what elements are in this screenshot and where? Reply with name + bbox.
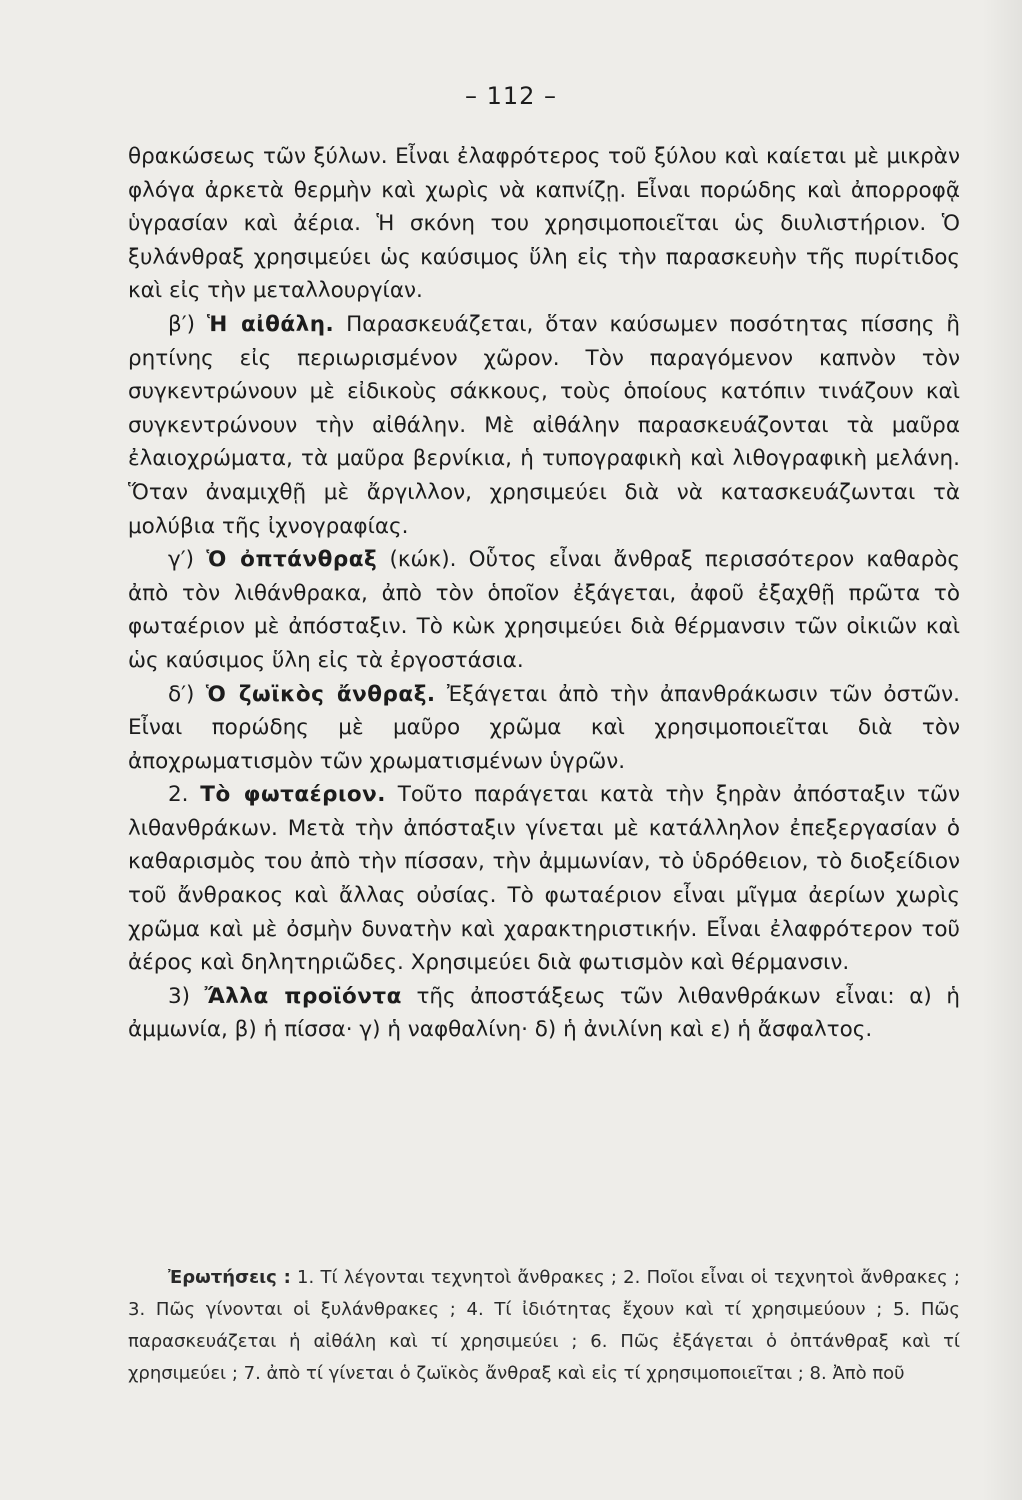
page-number: – 112 –: [464, 82, 558, 110]
questions-paragraph: [128, 1262, 960, 1390]
section-heading-coke: Ὁ ὀπτάνθραξ: [206, 547, 378, 573]
paragraph-charcoal-continued: θρακώσεως τῶν ξύλων. Εἶναι ἐλαφρότερος τοῦ ξύλου καὶ καίεται μὲ μικρὰν φλόγα ἀρκετὰ θερμὴν καὶ χωρὶς νὰ καπνίζῃ. Εἶναι πορώδης καὶ ἀπορροφᾷ ὑγρασίαν καὶ ἀέρια. Ἡ σκόνη του χρησιμοποιεῖται ὡς διυλιστήριον. Ὁ ξυλάνθραξ χρησιμεύει ὡς καύσιμος ὕλη εἰς τὴν παρασκευὴν τῆς πυρίτιδος καὶ εἰς τὴν μεταλλουργίαν.: [128, 144, 960, 304]
section-heading-animal-charcoal: Ὁ ζωϊκὸς ἄνθραξ.: [205, 681, 436, 707]
questions-text: 1. Τί λέγονται τεχνητοὶ ἄνθρακες ; 2. Ποῖοι εἶναι οἱ τεχνητοὶ ἄνθρακες ; 3. Πῶς γίνονται οἱ ξυλάνθρακες ; 4. Τί ἰδιότητας ἔχουν καὶ τί χρησιμεύουν ; 5. Πῶς παρασκευάζεται ἡ αἰθάλη καὶ τί χρησιμεύει ; 6. Πῶς ἐξάγεται ὁ ὀπτάνθραξ καὶ τί χρησιμεύει ; 7. ἀπὸ τί γίνεται ὁ ζωϊκὸς ἄνθραξ καὶ εἰς τί χρησιμοποιεῖται ; 8. Ἀπὸ ποῦ: [128, 1267, 960, 1384]
paragraph-text: Παρασκευάζεται, ὅταν καύσωμεν ποσότητας πίσσης ἢ ρητίνης εἰς περιωρισμένον χῶρον. Τὸν παραγόμενον καπνὸν τὸν συγκεντρώνουν μὲ εἰδικοὺς σάκκους, τοὺς ὁποίους κατόπιν τινάζουν καὶ συγκεντρώνουν τὴν αἰθάλην. Μὲ αἰθάλην παρασκευάζονται τὰ μαῦρα ἐλαιοχρώματα, τὰ μαῦρα βερνίκια, ἡ τυπογραφικὴ καὶ λιθογραφικὴ μελάνη. Ὅταν ἀναμιχθῇ μὲ ἄργιλλον, χρησιμεύει διὰ νὰ κατασκευάζωνται τὰ μολύβια τῆς ἰχνογραφίας.: [128, 311, 960, 539]
item-label: γ′): [168, 547, 194, 573]
item-label: β′): [168, 311, 195, 337]
review-questions: [128, 1262, 960, 1390]
section-heading-other-products: Ἄλλα προϊόντα: [204, 983, 402, 1009]
page-edge-shadow: [982, 0, 1022, 1500]
paragraph-text: Τοῦτο παράγεται κατὰ τὴν ξηρὰν ἀπόσταξιν τῶν λιθανθράκων. Μετὰ τὴν ἀπόσταξιν γίνεται μὲ κατάλληλον ἐπεξεργασίαν ὁ καθαρισμὸς του ἀπὸ τὴν πίσσαν, τὴν ἀμμωνίαν, τὸ ὑδρόθειον, τὸ διοξείδιον τοῦ ἄνθρακος καὶ ἄλλας οὐσίας. Τὸ φωταέριον εἶναι μῖγμα ἀερίων χωρὶς χρῶμα καὶ μὲ ὀσμὴν δυνατὴν καὶ χαρακτηριστικήν. Εἶναι ἐλαφρότερον τοῦ ἀέρος καὶ δηλητηριῶδες. Χρησιμεύει διὰ φωτισμὸν καὶ θέρμανσιν.: [128, 782, 960, 976]
paragraph-soot: [128, 308, 960, 543]
paragraph-coke: [128, 543, 960, 677]
section-heading-soot: Ἡ αἰθάλη.: [206, 311, 335, 337]
item-label: 2.: [168, 782, 189, 808]
questions-label: Ἐρωτήσεις :: [168, 1267, 291, 1288]
item-label: δ′): [168, 681, 195, 707]
item-label: 3): [168, 983, 191, 1009]
paragraph-text: Ἐξάγεται ἀπὸ τὴν ἀπανθράκωσιν τῶν ὀστῶν. Εἶναι πορώδης μὲ μαῦρο χρῶμα καὶ χρησιμοποιεῖται διὰ τὸν ἀποχρωματισμὸν τῶν χρωματισμένων ὑγρῶν.: [128, 681, 960, 774]
paragraph-coal-gas: [128, 778, 960, 980]
paragraph-text: (κώκ). Οὗτος εἶναι ἄνθραξ περισσότερον καθαρὸς ἀπὸ τὸν λιθάνθρακα, ἀπὸ τὸν ὁποῖον ἐξάγεται, ἀφοῦ ἐξαχθῇ πρῶτα τὸ φωταέριον μὲ ἀπόσταξιν. Τὸ κὼκ χρησιμεύει διὰ θέρμανσιν τῶν οἰκιῶν καὶ ὡς καύσιμος ὕλη εἰς τὰ ἐργοστάσια.: [128, 547, 960, 673]
body-text: [128, 140, 960, 1047]
section-heading-coal-gas: Τὸ φωταέριον.: [200, 782, 386, 808]
paragraph-other-products: [128, 980, 960, 1047]
paragraph-text: τῆς ἀποστάξεως τῶν λιθανθράκων εἶναι: α) ἡ ἀμμωνία, β) ἡ πίσσα· γ) ἡ ναφθαλίνη· δ) ἡ ἀνιλίνη καὶ ε) ἡ ἄσφαλτος.: [128, 983, 960, 1043]
paragraph-animal-charcoal: [128, 678, 960, 779]
